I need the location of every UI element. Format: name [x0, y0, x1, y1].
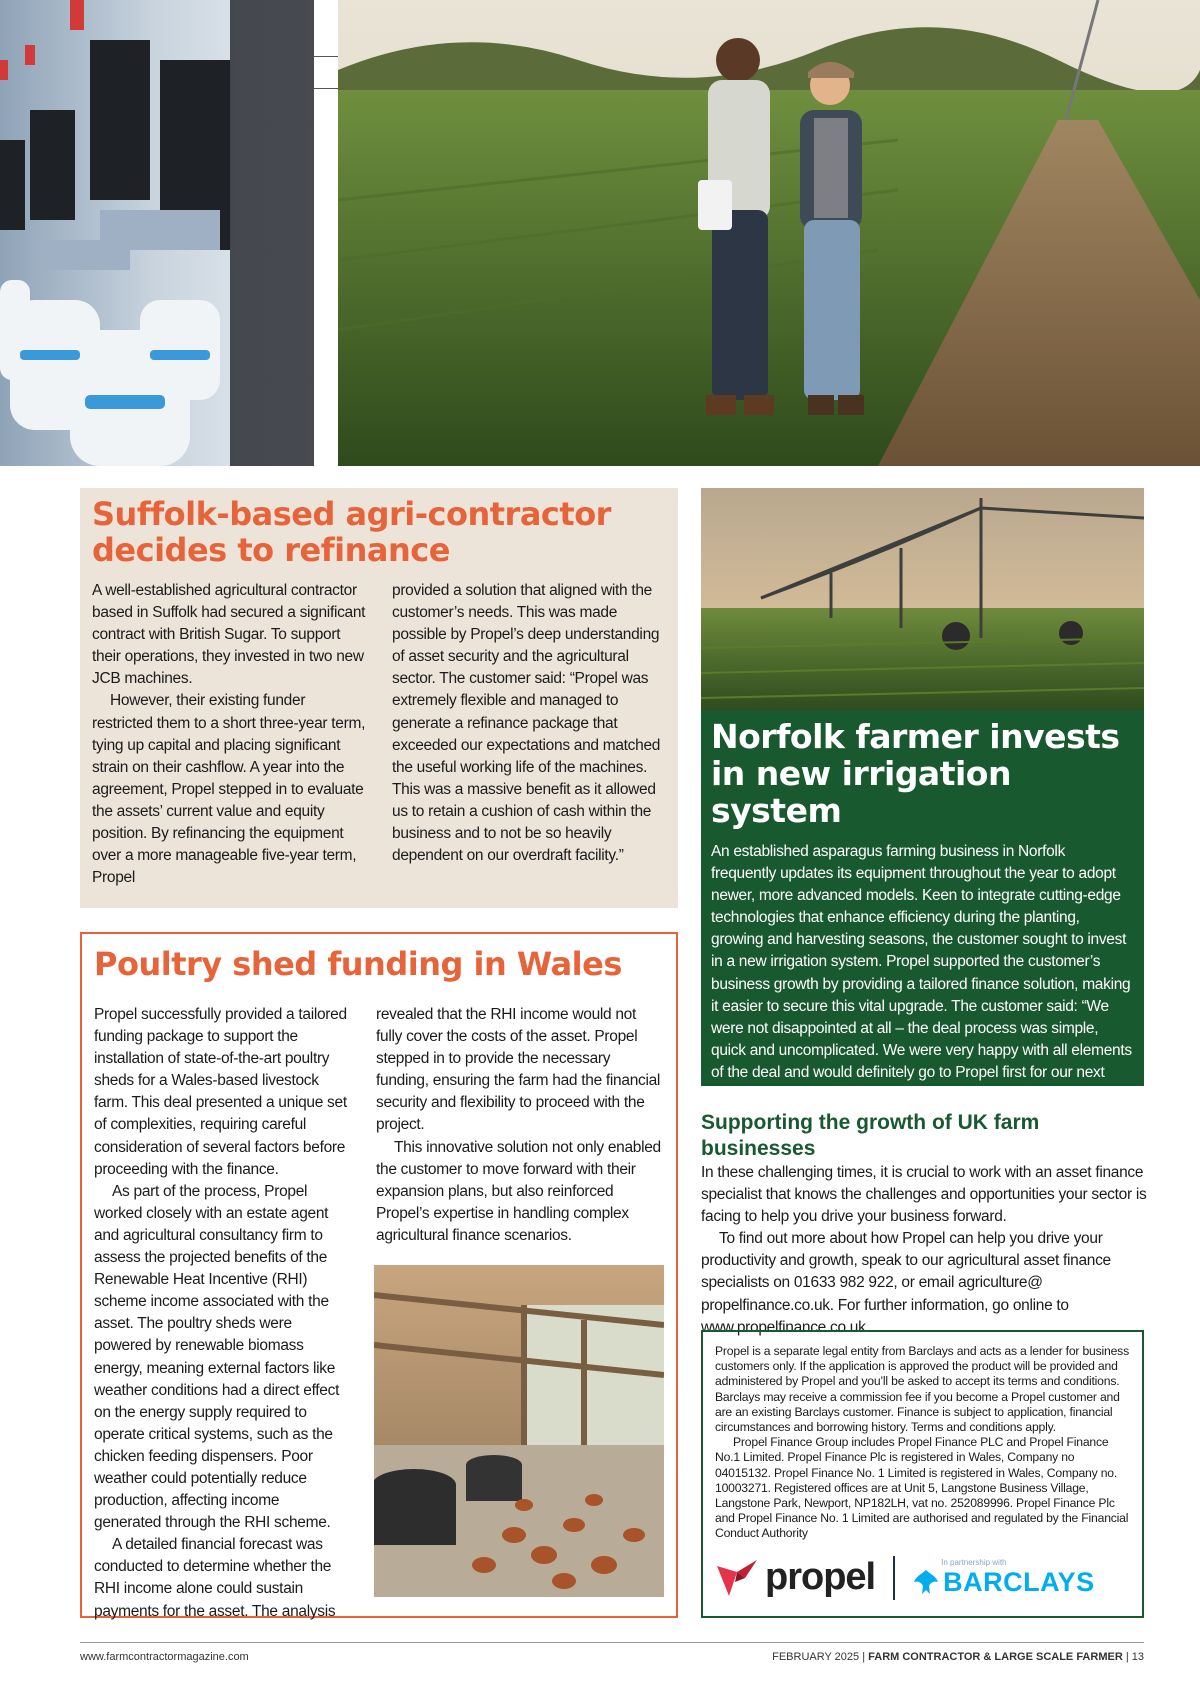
wales-article	[80, 932, 678, 1618]
paragraph: provided a solution that aligned with the customer’s needs. This was made possible by Propel’s deep understanding of asset security and the agricultural sector. The customer said: “Propel was extremely flexible and managed to generate a refinance package that exceeded our expectations and matched the useful working life of the machines. This was a massive benefit as it allowed us to retain a cushion of cash within the business and to not be so heavily dependent on our overdraft facility.”	[392, 582, 661, 865]
divider-rule	[314, 88, 338, 89]
supporting-section	[701, 1110, 1151, 1339]
wales-column-2	[376, 1004, 664, 1623]
suffolk-headline: Suffolk-based agri-contractor decides to refinance	[92, 495, 611, 569]
partner-logos	[715, 1552, 1130, 1604]
disclaimer-box	[701, 1330, 1144, 1618]
paragraph: In these challenging times, it is crucial to work with an asset finance specialist that knows the challenges and opportunities your sector is facing to help you drive your business forward.	[701, 1164, 1147, 1226]
paragraph: Propel successfully provided a tailored funding package to support the installation of state-of-the-art poultry sheds for a Wales-based livestock farm. This deal presented a unique set of complexities, requiring careful consideration of several factors before proceeding with the finance.	[94, 1006, 347, 1178]
disclaimer-paragraph: Propel is a separate legal entity from Barclays and acts as a lender for business customers only. If the application is approved the product will be provided and administered by Propel and you’ll be asked to accept its terms and conditions. Barclays may receive a commission fee if you become a Propel customer and are an existing Barclays customer. Finance is subject to application, financial circumstances and borrowing history. Terms and conditions apply.	[715, 1344, 1129, 1435]
divider-rule	[314, 56, 338, 57]
disclaimer-paragraph: Propel Finance Group includes Propel Finance PLC and Propel Finance No.1 Limited. Propel Finance Plc is registered in Wales, Company no 04015132. Propel Finance No. 1 Limited is registered in Wales, Company no. 10003271. Registered offices are at Unit 5, Langstone Business Village, Langstone Park, Newport, NP182LH, vat no. 252089996. Propel Finance Plc and Propel Finance No. 1 Limited are authorised and regulated by the Financial Conduct Authority	[715, 1435, 1129, 1541]
irrigation-photo	[701, 488, 1144, 710]
page-number: | 13	[1125, 1651, 1144, 1663]
footer-rule	[80, 1642, 1144, 1643]
barclays-logo	[913, 1558, 1095, 1598]
logo-divider	[893, 1556, 895, 1600]
propel-mark-icon	[715, 1556, 759, 1600]
poultry-shed-photo	[374, 1265, 664, 1597]
machinery-photo	[0, 0, 314, 466]
partnership-label: In partnership with	[941, 1557, 1007, 1567]
norfolk-article	[701, 710, 1144, 1104]
paragraph: revealed that the RHI income would not fully cover the costs of the asset. Propel stepped in to provide the necessary funding, ensuring the farm had the financial security and flexibility to proceed with the project.	[376, 1006, 661, 1134]
propel-logo	[715, 1556, 875, 1600]
suffolk-article	[80, 488, 678, 908]
footer-issue-info	[772, 1651, 1144, 1663]
eagle-icon	[913, 1568, 939, 1596]
farmers-field-photo	[338, 0, 1200, 466]
wales-headline: Poultry shed funding in Wales	[94, 945, 622, 983]
footer-date: FEBRUARY 2025 |	[772, 1651, 866, 1663]
footer-url[interactable]: www.farmcontractormagazine.com	[80, 1651, 249, 1663]
supporting-heading: Supporting the growth of UK farm businesses	[701, 1111, 1040, 1160]
paragraph: A well-established agricultural contractor based in Suffolk had secured a significant contract with British Sugar. To support their operations, they invested in two new JCB machines.	[92, 582, 366, 688]
suffolk-column-1	[92, 580, 366, 889]
footer-magazine: FARM CONTRACTOR & LARGE SCALE FARMER	[868, 1651, 1123, 1663]
suffolk-column-2	[392, 580, 666, 889]
paragraph: This innovative solution not only enabled the customer to move forward with their expansion plans, but also reinforced Propel’s expertise in handling complex agricultural finance scenarios.	[376, 1138, 661, 1244]
propel-wordmark: propel	[765, 1556, 876, 1599]
paragraph: A detailed financial forecast was conducted to determine whether the RHI income alone could sustain payments for the asset. The analysis	[94, 1536, 336, 1620]
paragraph: As part of the process, Propel worked closely with an estate agent and agricultural consultancy firm to assess the projected benefits of the Renewable Heat Incentive (RHI) scheme income associated with the asset. The poultry sheds were powered by renewable biomass energy, meaning external factors like weather conditions had a direct effect on the energy supply required to operate critical systems, such as the chicken feeding dispensers. Poor weather could potentially reduce production, affecting income generated through the RHI scheme.	[94, 1182, 340, 1532]
norfolk-headline: Norfolk farmer invests in new irrigation system	[711, 717, 1120, 830]
paragraph: To find out more about how Propel can help you drive your productivity and growth, speak to our agricultural asset finance specialists on 01633 982 922, or email agriculture@ propelfinance.co.uk. For further information, go online to www.propelfinance.co.uk.	[701, 1230, 1111, 1336]
norfolk-body: An established asparagus farming business in Norfolk frequently updates its equipment throughout the year to adopt newer, more advanced models. Keen to integrate cutting-edge technologies that enhance efficiency during the planting, growing and harvesting seasons, the customer sought to invest in a new irrigation system. Propel supported the customer’s business growth by providing a tailored finance solution, making it easier to secure this vital upgrade. The customer said: “We were not disappointed at all – the deal process was simple, quick and uncomplicated. We were very happy with all elements of the deal and would definitely go to Propel first for our next business purchase.”	[711, 843, 1132, 1104]
wales-column-1	[94, 1004, 350, 1623]
barclays-wordmark: BARCLAYS	[943, 1566, 1095, 1597]
paragraph: However, their existing funder restricted them to a short three-year term, tying up capital and placing significant strain on their cashflow. A year into the agreement, Propel stepped in to evaluate the assets’ current value and equity position. By refinancing the equipment over a more manageable five-year term, Propel	[92, 692, 366, 887]
